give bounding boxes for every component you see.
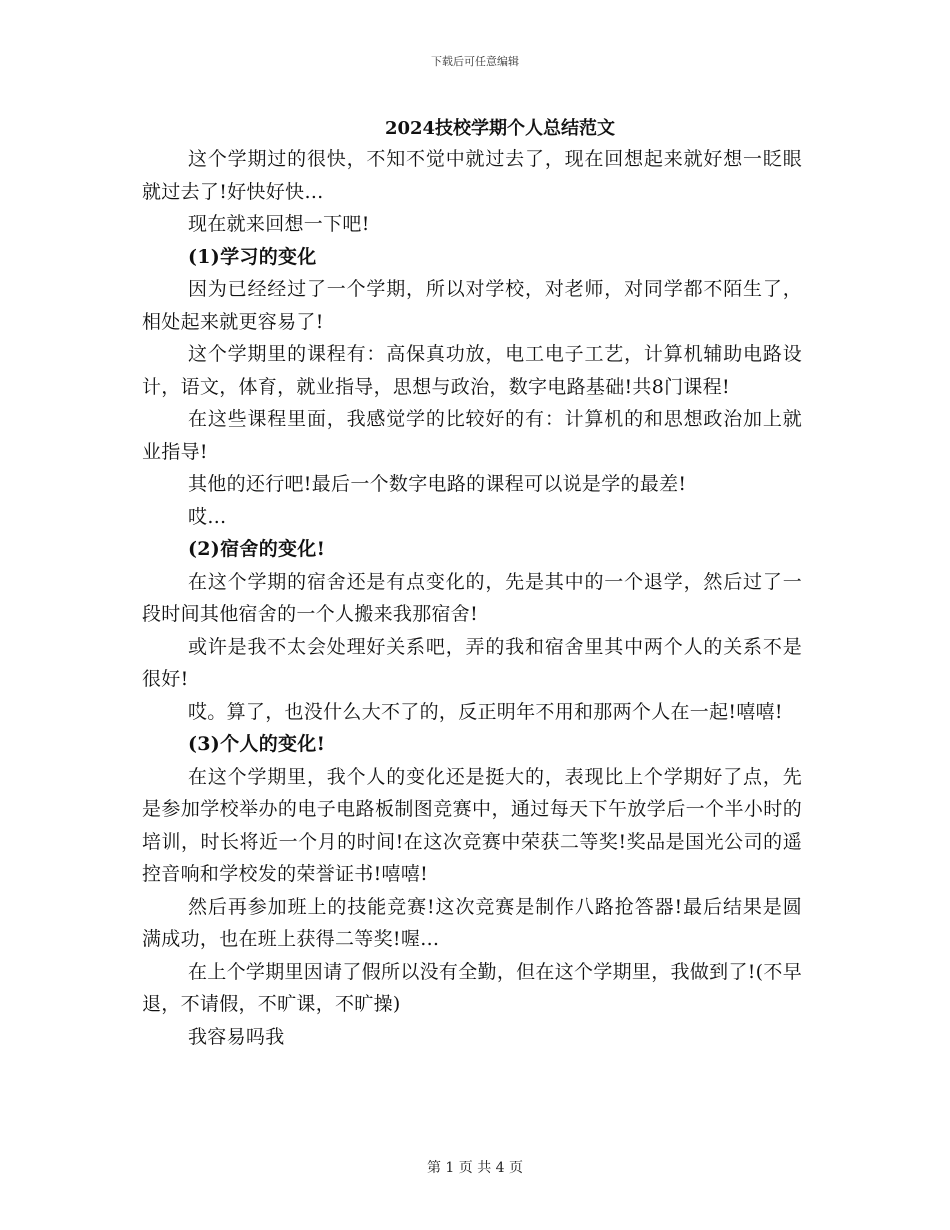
document-body <box>142 143 802 1053</box>
paragraph: 现在就来回想一下吧! <box>188 213 370 235</box>
section-heading: (2)宿舍的变化! <box>188 538 326 560</box>
paragraph: 这个学期过的很快，不知不觉中就过去了，现在回想起来就好想一眨眼就过去了!好快好快… <box>142 148 802 203</box>
paragraph: 在这个学期里，我个人的变化还是挺大的，表现比上个学期好了点，先是参加学校举办的电子电路板制图竞赛中，通过每天下午放学后一个半小时的培训，时长将近一个月的时间!在这次竞赛中荣获二等奖!奖品是国光公司的遥控音响和学校发的荣誉证书!嘻嘻! <box>142 765 802 885</box>
paragraph: 在这些课程里面，我感觉学的比较好的有：计算机的和思想政治加上就业指导! <box>142 408 802 463</box>
paragraph: 或许是我不太会处理好关系吧，弄的我和宿舍里其中两个人的关系不是很好! <box>142 635 802 690</box>
page-number: 第 1 页 共 4 页 <box>426 1160 524 1176</box>
paragraph: 因为已经经过了一个学期，所以对学校，对老师，对同学都不陌生了，相处起来就更容易了! <box>142 278 802 333</box>
document-title: 2024技校学期个人总结范文 <box>384 118 616 139</box>
paragraph: 哎。算了，也没什么大不了的，反正明年不用和那两个人在一起!嘻嘻! <box>188 700 783 723</box>
paragraph: 然后再参加班上的技能竞赛!这次竞赛是制作八路抢答器!最后结果是圆满成功，也在班上获得二等奖!喔… <box>142 895 802 950</box>
paragraph: 在这个学期的宿舍还是有点变化的，先是其中的一个退学，然后过了一段时间其他宿舍的一个人搬来我那宿舍! <box>142 570 802 625</box>
section-heading: (1)学习的变化 <box>188 245 317 268</box>
paragraph: 在上个学期里因请了假所以没有全勤，但在这个学期里，我做到了!(不早退，不请假，不旷课，不旷操) <box>142 960 802 1015</box>
section-heading: (3)个人的变化! <box>188 733 326 755</box>
paragraph: 其他的还行吧!最后一个数字电路的课程可以说是学的最差! <box>188 473 687 495</box>
paragraph: 我容易吗我 <box>188 1025 285 1048</box>
page-header: 下载后可任意编辑 <box>431 55 519 68</box>
paragraph: 这个学期里的课程有：高保真功放，电工电子工艺，计算机辅助电路设计，语文，体育，就业指导，思想与政治，数字电路基础!共8门课程! <box>142 343 802 398</box>
paragraph: 哎… <box>188 505 227 528</box>
